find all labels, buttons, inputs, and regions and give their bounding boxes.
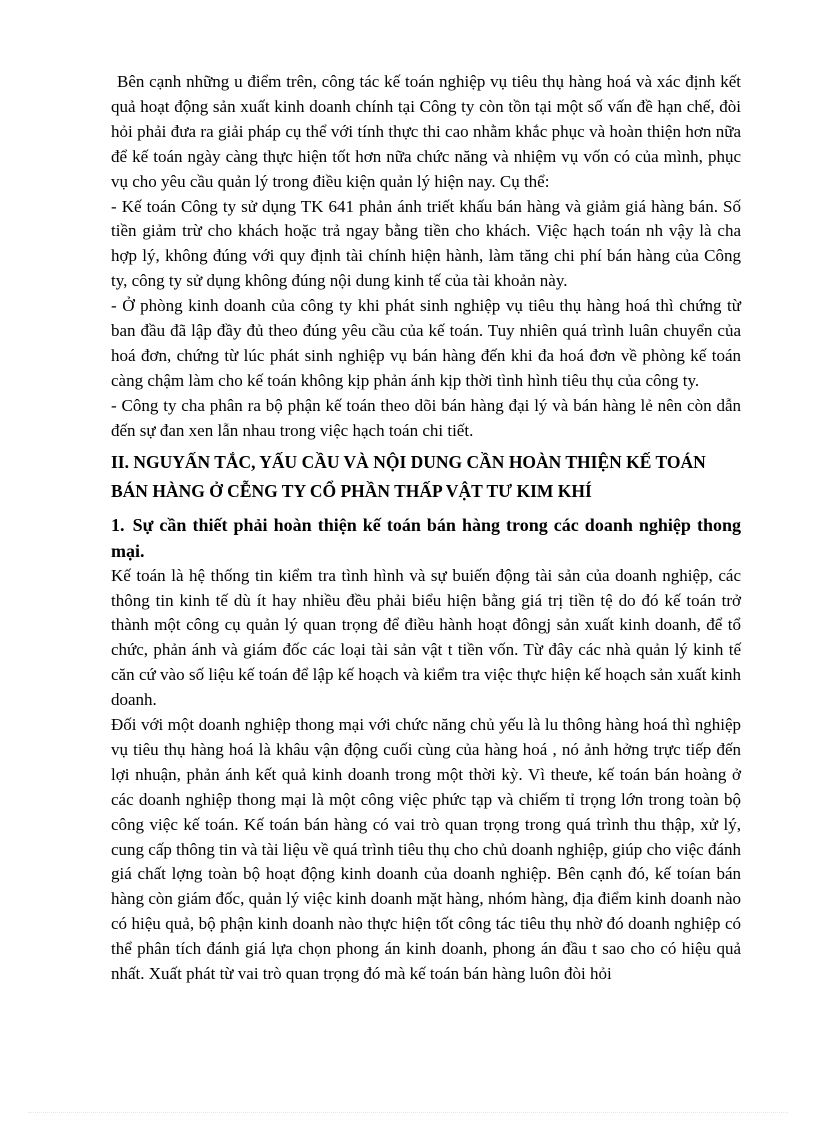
page-footer-divider — [28, 1112, 788, 1113]
issue-paragraph-tk641: - Kế toán Công ty sử dụng TK 641 phản ánh triết khấu bán hàng và giảm giá hàng bán. Số tiền giảm trừ cho khách hoặc trả ngay bằng tiền cho khách. Việc hạch toán nh vậy là cha hợp lý, không đúng với quy định tài chính hiện hành, làm tăng chi phí bán hàng của Công ty, công ty sử dụng không đúng nội dung kinh tế của tài khoản này. — [111, 196, 741, 291]
issue-paragraph-departments: - Công ty cha phân ra bộ phận kế toán theo dõi bán hàng đại lý và bán hàng lẻ nên còn dẫn đến sự đan xen lẫn nhau trong việc hạch toán chi tiết. — [111, 395, 741, 440]
issue-paragraph-documents: - Ở phòng kinh doanh của công ty khi phát sinh nghiệp vụ tiêu thụ hàng hoá thì chứng từ ban đầu đã lập đầy đủ theo đúng yêu cầu của kế toán. Tuy nhiên quá trình luân chuyển của hoá đơn, chứng từ lúc phát sinh nghiệp vụ bán hàng đến khi đa hoá đơn về phòng kế toán càng chậm làm cho kế toán không kịp phản ánh kịp thời tình hình tiêu thụ của công ty. — [111, 296, 741, 390]
body-paragraph-trading: Đối với một doanh nghiệp thong mại với chức năng chủ yếu là lu thông hàng hoá thì nghiệp vụ tiêu thụ hàng hoá là khâu vận động cuối cùng của hàng hoá , nó ảnh hởng trực tiếp đến lợi nhuận, phản ánh kết quả kinh doanh trong một thời kỳ. Vì theưe, kế toán bán hoàng ở các doanh nghiệp thong mại là một công việc phức tạp và chiếm tỉ trọng lớn trong toàn bộ công việc kế toán. Kế toán bán hàng có vai trò quan trọng trong quá trình thu thập, xử lý, cung cấp thông tin và tài liệu về quá trình tiêu thụ cho chủ doanh nghiệp, giúp cho việc đánh giá chất lợng toàn bộ hoạt động kinh doanh của doanh nghiệp. Bên cạnh đó, kế toían bán hàng còn giám đốc, quản lý việc kinh doanh mặt hàng, nhóm hàng, địa điểm kinh doanh nào có hiệu quả, bộ phận kinh doanh nào thực hiện tốt công tác tiêu thụ nhờ đó doanh nghiệp có thể phân tích đánh giá lựa chọn phong án kinh doanh, phong án đầu t sao cho có hiệu quả nhất. Xuất phát từ vai trò quan trọng đó mà kế toán bán hàng luôn đòi hỏi — [111, 715, 741, 984]
section-heading — [111, 448, 741, 506]
page-content — [111, 70, 741, 987]
subsection-number: 1. — [111, 514, 125, 535]
intro-paragraph: Bên cạnh những u điểm trên, công tác kế toán nghiệp vụ tiêu thụ hàng hoá và xác định kết quả hoạt động sản xuất kinh doanh chính tại Công ty còn tồn tại một số vấn đề hạn chế, đòi hỏi phải đưa ra giải pháp cụ thể với tính thực thi cao nhằm khắc phục và hoàn thiện hơn nữa để kế toán ngày càng thực hiện tốt hơn nữa chức năng và nhiệm vụ vốn có của mình, phục vụ cho yêu cầu quản lý trong điều kiện quản lý hiện nay. Cụ thể: — [111, 72, 741, 191]
body-paragraph-accounting: Kế toán là hệ thống tin kiểm tra tình hình và sự buiến động tài sản của doanh nghiệp, các thông tin kinh tế dù ít hay nhiều đều phải biểu hiện bằng giá trị tiền tệ do đó kế toán trở thành một công cụ quản lý quan trọng để điều hành hoạt đôngj sản xuất kinh doanh, để tổ chức, phản ánh và giám đốc các loại tài sản vật t tiền vốn. Từ đây các nhà quản lý kinh tế căn cứ vào số liệu kế toán để lập kế hoạch và kiểm tra việc thực hiện kế hoạch sản xuất kinh doanh. — [111, 565, 741, 710]
section-heading-line-2: BÁN HÀNG Ở CỄNG TY CỔ PHẦN THẤP VẬT TƯ KIM KHÍ — [111, 480, 592, 501]
subsection-heading — [111, 512, 741, 564]
section-heading-line-1: II. NGUYẤN TẮC, YẤU CẦU VÀ NỘI DUNG CẦN HOÀN THIỆN KẾ TOÁN — [111, 451, 706, 472]
subsection-title: Sự cần thiết phải hoàn thiện kế toán bán hàng trong các doanh nghiệp thong mại. — [111, 514, 741, 561]
